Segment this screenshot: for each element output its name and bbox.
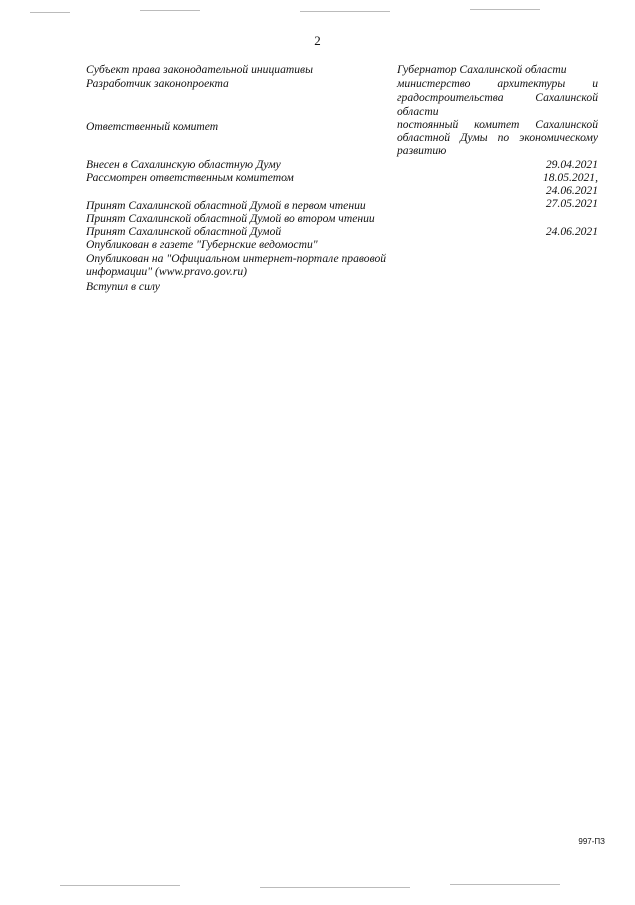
submitted-label: Внесен в Сахалинскую областную Думу <box>86 158 281 171</box>
first-reading-date: 27.05.2021 <box>545 197 598 210</box>
committee-value-line3: развитию <box>397 144 447 157</box>
document-code: 997-ПЗ <box>578 837 605 846</box>
submitted-date: 29.04.2021 <box>545 158 598 171</box>
page-number: 2 <box>314 33 321 48</box>
portal-label-line2: информации" (www.pravo.gov.ru) <box>86 265 247 278</box>
reviewed-date-2: 24.06.2021 <box>545 184 598 197</box>
scan-artifact <box>470 9 540 10</box>
in-force-label: Вступил в силу <box>86 280 160 293</box>
committee-value-line2: областной Думы по экономическому <box>397 131 598 144</box>
developer-label: Разработчик законопроекта <box>86 77 229 90</box>
committee-label: Ответственный комитет <box>86 120 219 133</box>
developer-value-line2: градостроительства Сахалинской <box>397 91 598 104</box>
gazette-label: Опубликован в газете "Губернские ведомости" <box>86 238 318 251</box>
scan-artifact <box>60 885 180 886</box>
reviewed-label: Рассмотрен ответственным комитетом <box>86 171 294 184</box>
scan-artifact <box>140 10 200 11</box>
developer-value-line1: министерство архитектуры и <box>397 77 598 90</box>
scan-artifact <box>450 884 560 885</box>
developer-value-line3: области <box>397 105 439 118</box>
reviewed-date-1: 18.05.2021, <box>542 171 598 184</box>
scan-artifact <box>30 12 70 13</box>
first-reading-label: Принят Сахалинской областной Думой в первом чтении <box>86 199 366 212</box>
scan-artifact <box>300 11 390 12</box>
adopted-date: 24.06.2021 <box>545 225 598 238</box>
committee-value-line1: постоянный комитет Сахалинской <box>397 118 598 131</box>
adopted-label: Принят Сахалинской областной Думой <box>86 225 282 238</box>
subject-value: Губернатор Сахалинской области <box>397 63 567 76</box>
subject-label: Субъект права законодательной инициативы <box>86 63 313 76</box>
portal-label-line1: Опубликован на "Официальном интернет-портале правовой <box>86 252 387 265</box>
scan-artifact <box>260 887 410 888</box>
second-reading-label: Принят Сахалинской областной Думой во втором чтении <box>86 212 375 225</box>
